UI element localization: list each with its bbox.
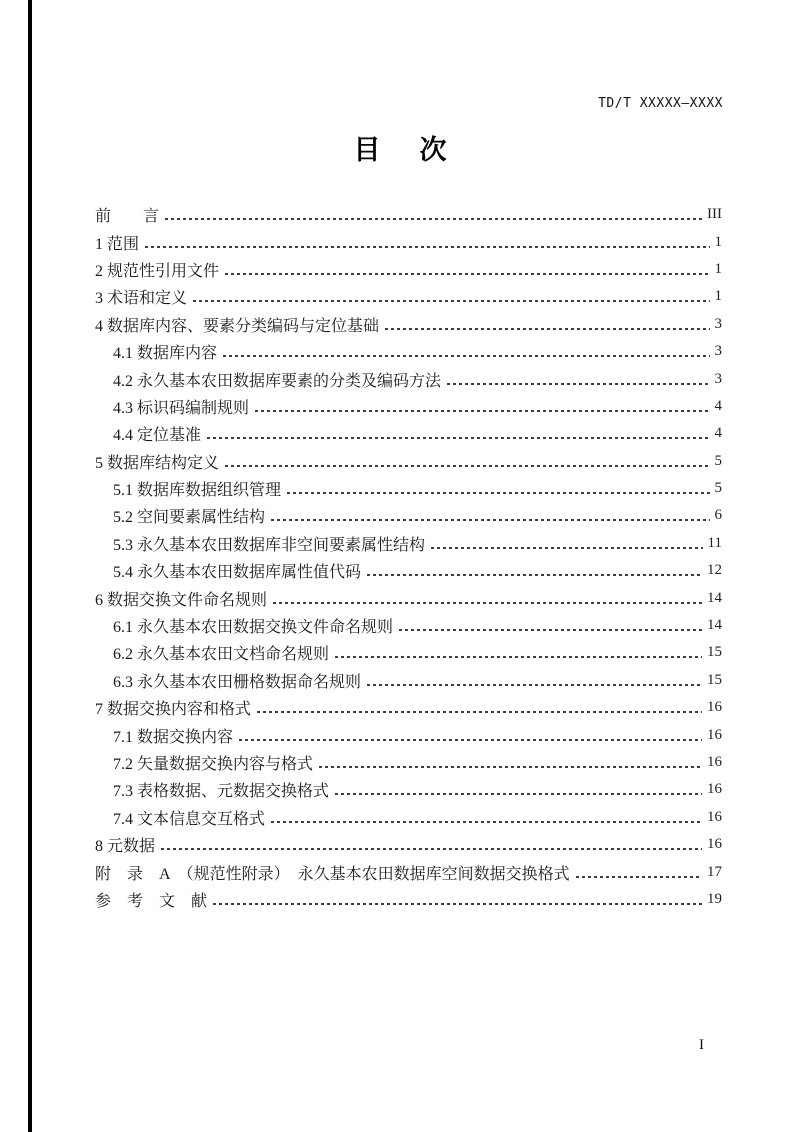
toc-entry[interactable]	[95, 612, 722, 639]
toc-entry-page-number: 4	[714, 397, 722, 414]
toc-entry-page-number: 16	[707, 781, 722, 798]
toc-entry[interactable]	[95, 886, 722, 913]
dashed-leader	[225, 273, 709, 275]
left-binding-line	[28, 0, 32, 1132]
dashed-leader	[193, 300, 709, 302]
toc-entry-page-number: 16	[707, 836, 722, 853]
toc-entry-label: 7.3 表格数据、元数据交换格式	[113, 783, 330, 801]
toc-entry[interactable]	[95, 749, 722, 776]
toc-entry-label: 4.1 数据库内容	[113, 345, 218, 363]
toc-entry[interactable]	[95, 338, 722, 365]
toc-entry[interactable]	[95, 256, 722, 283]
toc-entry[interactable]	[95, 502, 722, 529]
toc-entry-page-number: 1	[714, 288, 722, 305]
toc-entry[interactable]	[95, 201, 722, 228]
toc-entry-label: 参 考 文 献	[95, 892, 208, 910]
toc-entry-page-number: 15	[707, 644, 722, 661]
toc-entry-page-number: 3	[714, 315, 722, 332]
toc-entry-label: 5 数据库结构定义	[95, 454, 220, 472]
toc-entry[interactable]	[95, 475, 722, 502]
dashed-leader	[335, 656, 702, 658]
toc-entry-page-number: 15	[707, 671, 722, 688]
toc-entry-page-number: 14	[707, 589, 722, 606]
dashed-leader	[335, 793, 702, 795]
dashed-leader	[255, 410, 709, 412]
toc-entry-label: 4.4 定位基准	[113, 427, 202, 445]
dashed-leader	[213, 903, 702, 905]
toc-entry[interactable]	[95, 365, 722, 392]
toc-entry[interactable]	[95, 858, 722, 885]
toc-entry[interactable]	[95, 694, 722, 721]
dashed-leader	[431, 547, 703, 549]
toc-entry[interactable]	[95, 776, 722, 803]
dashed-leader	[239, 739, 702, 741]
toc-entry-label: 6 数据交换文件命名规则	[95, 591, 268, 609]
toc-entry-page-number: 16	[707, 699, 722, 716]
toc-entry-label: 附 录 A （规范性附录） 永久基本农田数据库空间数据交换格式	[95, 865, 570, 883]
toc-entry-label: 4 数据库内容、要素分类编码与定位基础	[95, 317, 380, 335]
toc-entry[interactable]	[95, 448, 722, 475]
toc-entry-page-number: III	[707, 206, 722, 223]
toc-entry-page-number: 5	[714, 452, 722, 469]
toc-entry-page-number: 19	[707, 890, 722, 907]
toc-entry-page-number: 6	[714, 507, 722, 524]
toc-entry[interactable]	[95, 557, 722, 584]
toc-entry-label: 6.3 永久基本农田栅格数据命名规则	[113, 673, 362, 691]
toc-entry-label: 2 规范性引用文件	[95, 262, 220, 280]
standard-code: TD/T XXXXX—XXXX	[598, 96, 723, 111]
dashed-leader	[271, 519, 709, 521]
dashed-leader	[367, 684, 702, 686]
dashed-leader	[223, 355, 709, 357]
dashed-leader	[287, 492, 709, 494]
toc-entry-page-number: 3	[714, 370, 722, 387]
toc-entry[interactable]	[95, 804, 722, 831]
toc-entry-page-number: 17	[707, 863, 722, 880]
toc-entry[interactable]	[95, 831, 722, 858]
toc-entry[interactable]	[95, 393, 722, 420]
dashed-leader	[271, 821, 702, 823]
dashed-leader	[367, 574, 702, 576]
toc-entry[interactable]	[95, 420, 722, 447]
toc-entry-label: 7.1 数据交换内容	[113, 728, 234, 746]
toc-entry[interactable]	[95, 228, 722, 255]
toc-entry-label: 5.2 空间要素属性结构	[113, 509, 266, 527]
toc-entry-label: 3 术语和定义	[95, 290, 188, 308]
toc-entry-label: 8 元数据	[95, 838, 156, 856]
dashed-leader	[447, 383, 709, 385]
toc-entry-page-number: 1	[714, 260, 722, 277]
toc-entry-page-number: 11	[707, 534, 722, 551]
toc-entry-label: 5.4 永久基本农田数据库属性值代码	[113, 564, 362, 582]
dashed-leader	[273, 602, 702, 604]
toc-entry-page-number: 16	[707, 808, 722, 825]
toc-entry-page-number: 16	[707, 726, 722, 743]
toc-entry-label: 前 言	[95, 208, 160, 226]
dashed-leader	[207, 437, 709, 439]
toc-entry-label: 1 范围	[95, 235, 140, 253]
toc-entry-page-number: 3	[714, 343, 722, 360]
toc-entry[interactable]	[95, 667, 722, 694]
toc-entry-label: 7 数据交换内容和格式	[95, 701, 252, 719]
dashed-leader	[165, 218, 702, 220]
toc-entry-label: 6.2 永久基本农田文档命名规则	[113, 646, 330, 664]
dashed-leader	[576, 876, 702, 878]
page-title: 目 次	[353, 135, 453, 165]
toc-entry[interactable]	[95, 283, 722, 310]
toc-entry-label: 4.2 永久基本农田数据库要素的分类及编码方法	[113, 372, 442, 390]
dashed-leader	[399, 629, 702, 631]
dashed-leader	[225, 465, 709, 467]
toc-entry[interactable]	[95, 530, 722, 557]
toc-entry-page-number: 5	[714, 480, 722, 497]
toc-entry-label: 6.1 永久基本农田数据交换文件命名规则	[113, 619, 394, 637]
table-of-contents	[95, 201, 722, 913]
toc-entry-page-number: 4	[714, 425, 722, 442]
dashed-leader	[257, 711, 702, 713]
toc-entry-label: 5.1 数据库数据组织管理	[113, 482, 282, 500]
dashed-leader	[319, 766, 702, 768]
toc-entry-page-number: 12	[707, 562, 722, 579]
toc-entry[interactable]	[95, 721, 722, 748]
toc-entry-page-number: 1	[714, 233, 722, 250]
toc-entry-label: 7.4 文本信息交互格式	[113, 810, 266, 828]
toc-entry-page-number: 14	[707, 617, 722, 634]
toc-entry-label: 5.3 永久基本农田数据库非空间要素属性结构	[113, 536, 426, 554]
toc-entry[interactable]	[95, 311, 722, 338]
dashed-leader	[161, 848, 702, 850]
toc-entry-page-number: 16	[707, 754, 722, 770]
page-number: I	[699, 1037, 704, 1053]
toc-entry[interactable]	[95, 584, 722, 611]
dashed-leader	[385, 328, 709, 330]
toc-entry-label: 7.2 矢量数据交换内容与格式	[113, 756, 314, 773]
toc-entry[interactable]	[95, 639, 722, 666]
dashed-leader	[145, 246, 709, 248]
toc-entry-label: 4.3 标识码编制规则	[113, 399, 250, 417]
